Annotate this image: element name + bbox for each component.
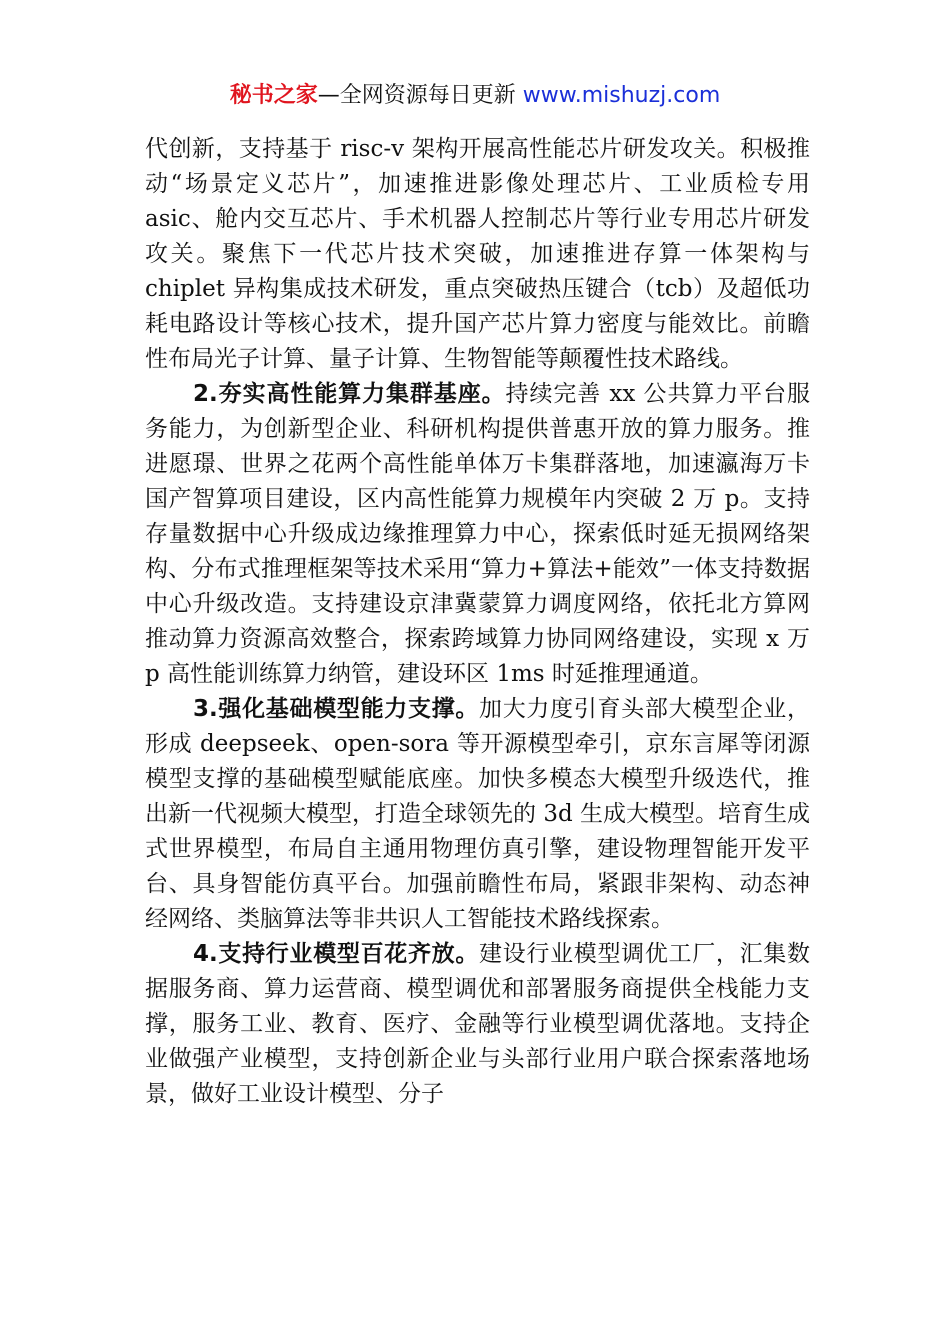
- paragraph-chip-innovation: [145, 132, 810, 377]
- paragraph-text: 代创新，支持基于 risc-v 架构开展高性能芯片研发攻关。积极推动“场景定义芯片”，加速推进影像处理芯片、工业质检专用 asic、舱内交互芯片、手术机器人控制芯片等行业专用芯片研发攻关。聚焦下一代芯片技术突破，加速推进存算一体架构与 chiplet 异构集成技术研发，重点突破热压键合（tcb）及超低功耗电路设计等核心技术，提升国产芯片算力密度与能效比。前瞻性布局光子计算、量子计算、生物智能等颠覆性技术路线。: [145, 136, 810, 372]
- header-tagline: —全网资源每日更新: [317, 83, 523, 108]
- paragraph-computing-cluster: [145, 377, 810, 692]
- paragraph-text: 持续完善 xx 公共算力平台服务能力，为创新型企业、科研机构提供普惠开放的算力服务。推进愿璟、世界之花两个高性能单体万卡集群落地，加速瀛海万卡国产智算项目建设，区内高性能算力规模年内突破 2 万 p。支持存量数据中心升级成边缘推理算力中心，探索低时延无损网络架构、分布式推理框架等技术采用“算力+算法+能效”一体支持数据中心升级改造。支持建设京津冀蒙算力调度网络，依托北方算网推动算力资源高效整合，探索跨域算力协同网络建设，实现 x 万 p 高性能训练算力纳管，建设环区 1ms 时延推理通道。: [145, 381, 810, 687]
- page-header: [0, 80, 950, 112]
- paragraph-text: 建设行业模型调优工厂，汇集数据服务商、算力运营商、模型调优和部署服务商提供全栈能力支撑，服务工业、教育、医疗、金融等行业模型调优落地。支持企业做强产业模型，支持创新企业与头部行业用户联合探索落地场景，做好工业设计模型、分子: [145, 941, 811, 1107]
- site-url-link[interactable]: www.mishuzj.com: [522, 83, 721, 108]
- paragraph-heading: 3.强化基础模型能力支撑。: [193, 696, 480, 722]
- document-body: [145, 132, 810, 1112]
- brand-name: 秘书之家: [229, 83, 318, 108]
- paragraph-heading: 2.夯实高性能算力集群基座。: [193, 381, 506, 407]
- paragraph-text: 加大力度引育头部大模型企业，形成 deepseek、open-sora 等开源模型牵引，京东言犀等闭源模型支撑的基础模型赋能底座。加快多模态大模型升级迭代，推出新一代视频大模型，打造全球领先的 3d 生成大模型。培育生成式世界模型，布局自主通用物理仿真引擎，建设物理智能开发平台、具身智能仿真平台。加强前瞻性布局，紧跟非架构、动态神经网络、类脑算法等非共识人工智能技术路线探索。: [145, 696, 811, 932]
- paragraph-industry-models: [145, 937, 810, 1112]
- paragraph-heading: 4.支持行业模型百花齐放。: [193, 941, 480, 967]
- paragraph-foundation-models: [145, 692, 810, 937]
